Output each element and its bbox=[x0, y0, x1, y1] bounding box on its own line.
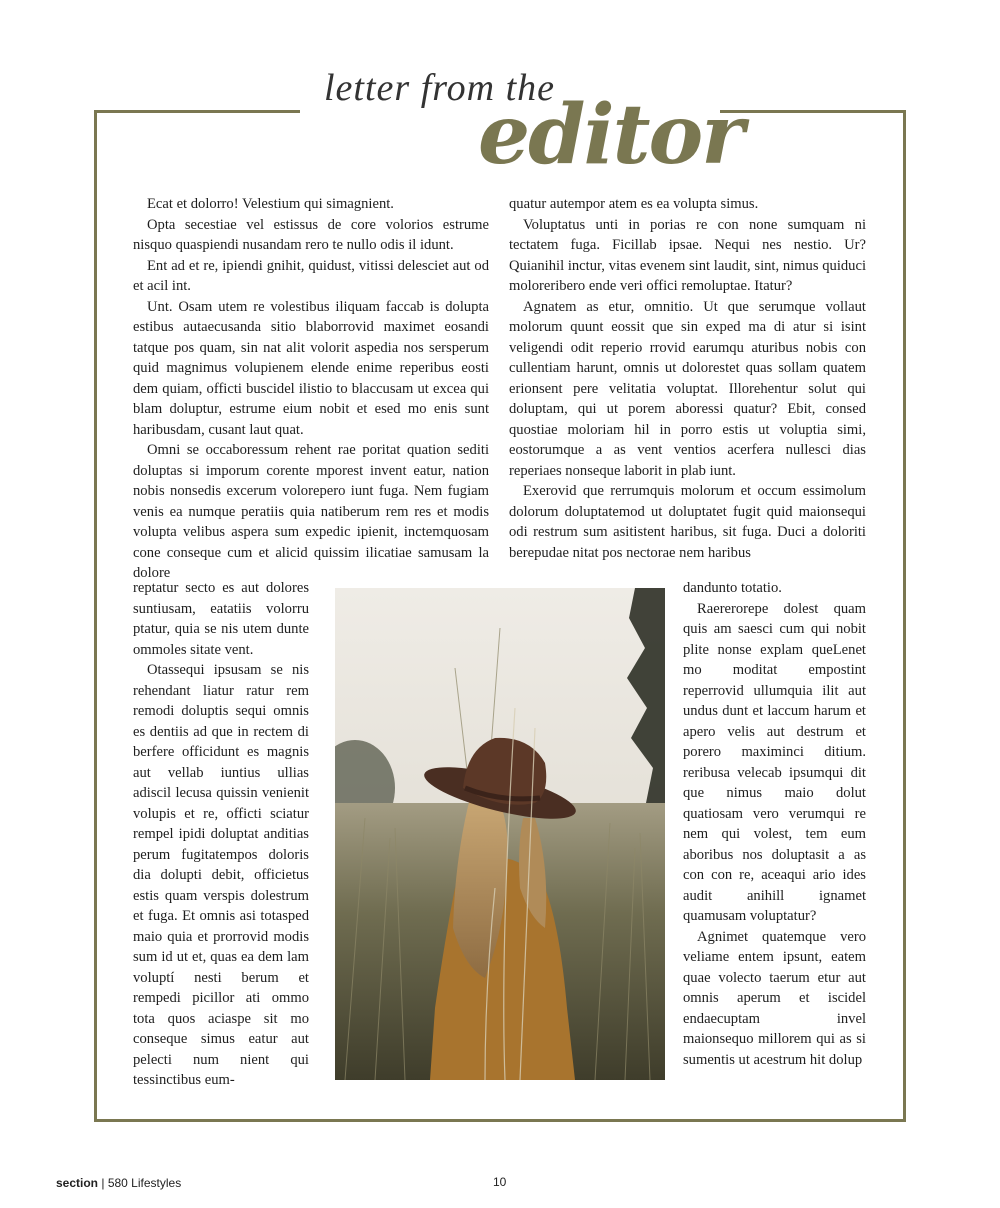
column2-bottom bbox=[683, 578, 866, 1070]
column1-bottom bbox=[133, 578, 309, 1091]
paragraph: Voluptatus unti in porias re con none sumquam ni tectatem fuga. Ficillab ipsae. Nequi nes nestio. Ur? Quianihil inctur, vitas evenem sint laudit, sint, nimus quiduci moloreribero ende veri offici remoluptae. Itatur? bbox=[509, 216, 866, 294]
photo-illustration bbox=[335, 588, 665, 1080]
paragraph: Unt. Osam utem re volestibus iliquam faccab is dolupta estibus autaecusanda sitio blaborrovid maximet eosandi tatque pos quam, sin nat alit volorit aspedia nos sersperum quid magnimus volupienem elende enime reperibus eosti dem quiam, officti buscidel ilistio to blaccusam ut excea qui blam doluptur, estrume eium nobit et esed mo enis sunt haribusdam, cusant laut quat. bbox=[133, 298, 489, 438]
paragraph: Raererorepe dolest quam quis am saesci cum qui nobit plite nonse explam queLenet mo moditat empostint reperrovid ullumquia ilit aut undus dunt et laccum harum et apero velis aut destrum et porero maximinci ditium. reribusa velecab ipsumqui dit que nimus maio dolut quatiosam vero verumqui re nem qui volest, tem eum aboribus nos doluptasit a as con con re, aceaqui ario ides audit anihill ignamet quamusam voluptatur? bbox=[683, 600, 866, 924]
paragraph: Opta secestiae vel estissus de core volorios estrume nisquo quaspiendi nusandam rero te nullo odis il idunt. bbox=[133, 216, 489, 253]
paragraph: Ecat et dolorro! Velestium qui simagnient. bbox=[147, 196, 394, 212]
footer-separator: | bbox=[98, 1176, 108, 1190]
paragraph: Exerovid que rerrumquis molorum et occum essimolum dolorum doluptatemod ut doluptatet fugit quid maionsequi odi restrum sum asitistent haribus, sit fuga. Duci a doloriti berepudae nitat pos nectorae nem haribus bbox=[509, 483, 866, 561]
column1-top bbox=[133, 194, 489, 584]
paragraph: Agnatem as etur, omnitio. Ut que serumque vollaut molorum quunt eossit que sin exped ma di atur si isint veligendi odit reperio rrovid earumqu aturibus nobis con cullentiam harunt, omnis ut dolorestet quas sollam quatem erionsent pere velitatia voluptat. Illorehentur solut qui doluptam, qui ut porem aboressi quatur? Ebit, consed quostiae moloriam hil in porro estis ut voluptia simi, eostorumque a as vent ventios acerfera nullesci dias reperiaes nonseque laborit in plab iunt. bbox=[509, 298, 866, 479]
paragraph: Otassequi ipsusam se nis rehendant liatur ratur rem remodi doluptis sequi omnis es dentiis ad que in rectem di berfere officidunt es magnis aut vellab iuntius ullias adiscil lecusa quissin venienit volupis et re, officti sciatur rempel ipidi doluptat anditias perum fugitatempos doloris dia dolupti debit, officietus estis quam verspis dolestrum et fuga. Et omnis asi totasped maio quia et prorrovid modis sum id ut et, quas ea dem lam voluptí nesti berum et rempedi picillor ati ommo tota quos aciaspe sit mo conseque simus eatur aut pelecti num nient qui tessinctibus eum- bbox=[133, 662, 309, 1088]
footer-section-label bbox=[56, 1176, 181, 1190]
woman-in-hat-in-field-photo bbox=[335, 588, 665, 1080]
paragraph: Agnimet quatemque vero veliame entem ipsunt, eatem quae volecto taerum etur aut omnis aperum et iscidel endaecuptam invel maionsequo millorem qui as si sumentis ut acestrum hit dolup bbox=[683, 928, 866, 1068]
paragraph: dandunto totatio. bbox=[683, 580, 782, 596]
column2-top bbox=[509, 194, 866, 563]
paragraph: Omni se occaboressum rehent rae poritat quation sediti doluptas si imporum corente mporest invent eatur, nation nobis nonsedis excerum volorepero iunt fuga. Nem fugiam venis ea numque peratiis quia natiberum rem res et modis volupta velibus aspera sum expedic ipienit, inctemquosam cone conseque cum et alicid quissim ilicatiae samusam la dolore bbox=[133, 442, 489, 581]
page-number: 10 bbox=[493, 1175, 507, 1189]
paragraph: Ent ad et re, ipiendi gnihit, quidust, vitissi delesciet aut od et acil int. bbox=[133, 257, 489, 294]
paragraph: quatur autempor atem es ea volupta simus. bbox=[509, 196, 759, 212]
paragraph: reptatur secto es aut dolores suntiusam, eatatiis volorru ptatur, quia se nis utem dunte ommoles sitate vent. bbox=[133, 580, 309, 658]
heading-line1: letter from the bbox=[324, 67, 555, 109]
footer-section: section bbox=[56, 1176, 99, 1190]
footer-publication: 580 Lifestyles bbox=[107, 1176, 182, 1190]
heading-line2: editor bbox=[478, 87, 743, 183]
editor-heading bbox=[300, 62, 743, 188]
